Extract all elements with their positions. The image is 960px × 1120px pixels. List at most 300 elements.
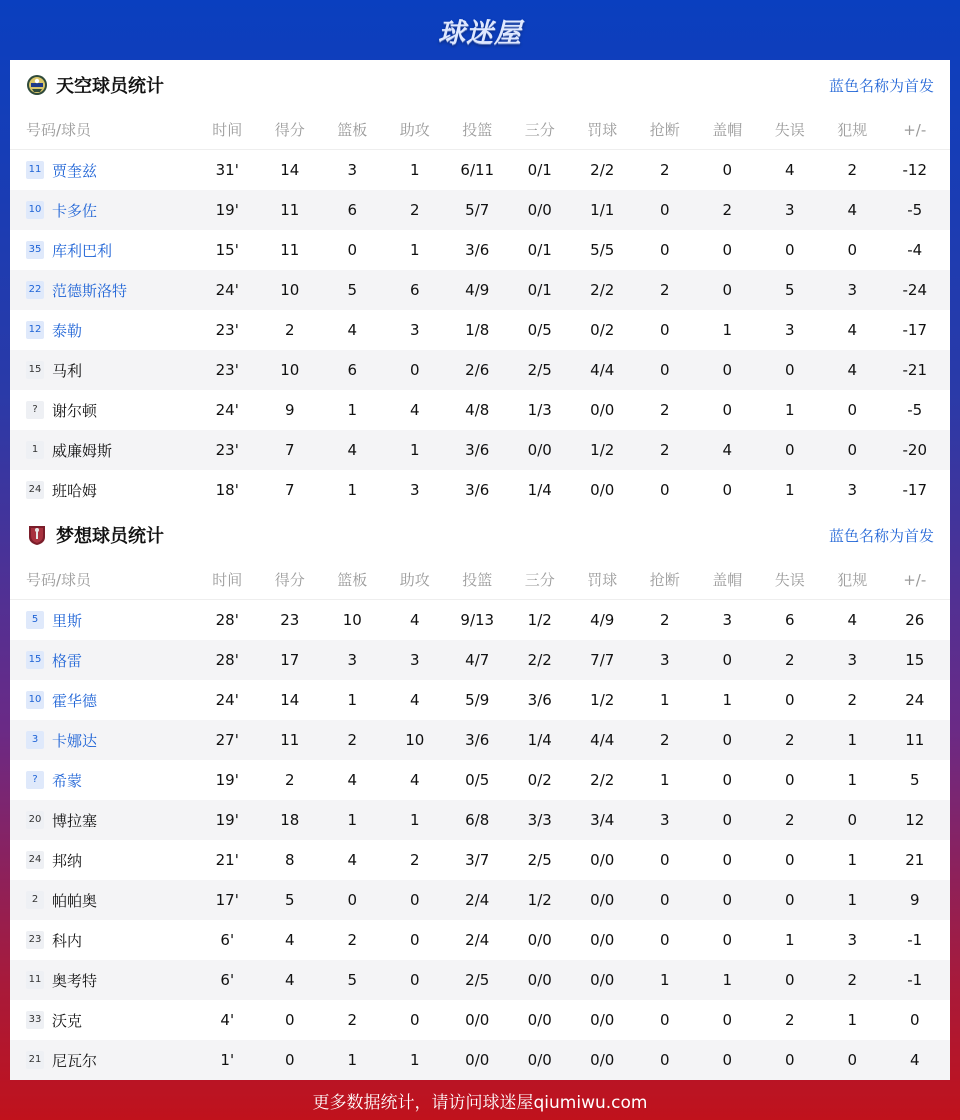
- stat-cell: 7: [284, 441, 295, 459]
- jersey-number-badge: 24: [26, 851, 44, 869]
- column-header: 罚球: [587, 121, 618, 139]
- team-section-header: [10, 510, 950, 560]
- stat-cell: 21: [905, 851, 925, 869]
- stat-cell: 2/6: [465, 361, 490, 379]
- stat-cell: 0/0: [527, 201, 552, 219]
- table-row: [10, 840, 950, 880]
- stat-cell: 4: [284, 971, 295, 989]
- stat-cell: 2/5: [527, 851, 552, 869]
- stat-cell: 3/6: [465, 481, 490, 499]
- stat-cell: 1: [347, 1051, 358, 1069]
- table-row: [10, 150, 950, 190]
- stat-cell: 0: [659, 1011, 670, 1029]
- stat-cell: 12: [905, 811, 925, 829]
- stat-cell: 0: [784, 971, 795, 989]
- footer-link-text[interactable]: 更多数据统计，请访问球迷屋qiumiwu.com: [312, 1092, 648, 1113]
- player-name-link[interactable]: 尼瓦尔: [52, 1051, 98, 1070]
- stat-cell: 14: [280, 161, 300, 179]
- stat-cell: 1/4: [527, 731, 552, 749]
- player-name-link[interactable]: 希蒙: [52, 771, 83, 790]
- stat-cell: 6: [784, 611, 795, 629]
- stat-cell: -20: [902, 441, 927, 459]
- jersey-number-badge: 35: [26, 241, 44, 259]
- stat-cell: 0: [847, 441, 858, 459]
- stat-cell: 5: [347, 281, 358, 299]
- stat-cell: 2: [409, 851, 420, 869]
- stat-cell: 0/0: [527, 931, 552, 949]
- stat-cell: 1/2: [527, 891, 552, 909]
- stat-cell: 0: [722, 771, 733, 789]
- stat-cell: 1: [347, 481, 358, 499]
- player-cell: [26, 970, 196, 991]
- stat-cell: -5: [907, 201, 923, 219]
- player-name-link[interactable]: 沃克: [52, 1011, 83, 1030]
- jersey-number-badge: 5: [26, 611, 44, 629]
- stat-cell: 6: [347, 201, 358, 219]
- stat-cell: 10: [342, 611, 362, 629]
- stat-cell: 6: [347, 361, 358, 379]
- stat-cell: 1: [409, 441, 420, 459]
- sky-team-logo-icon: [26, 74, 48, 96]
- stat-cell: 3/6: [465, 731, 490, 749]
- stat-cell: 2/2: [590, 771, 615, 789]
- player-name-link[interactable]: 库利巴利: [52, 241, 113, 260]
- stat-cell: 2: [659, 401, 670, 419]
- stat-cell: 4: [347, 851, 358, 869]
- dream-team-logo-icon: [26, 524, 48, 546]
- stat-cell: 2: [847, 971, 858, 989]
- player-name-link[interactable]: 霍华德: [52, 691, 98, 710]
- stat-cell: 18': [215, 481, 239, 499]
- stat-cell: 2/4: [465, 931, 490, 949]
- stat-cell: 24': [215, 691, 239, 709]
- stat-cell: 0: [722, 931, 733, 949]
- stat-cell: 11: [905, 731, 925, 749]
- stat-cell: 1: [847, 731, 858, 749]
- stat-cell: 23': [215, 441, 239, 459]
- jersey-number-badge: 22: [26, 281, 44, 299]
- stat-cell: 11: [280, 731, 300, 749]
- jersey-number-badge: 33: [26, 1011, 44, 1029]
- stat-cell: 1: [409, 811, 420, 829]
- stat-cell: -24: [902, 281, 927, 299]
- stat-cell: 4: [284, 931, 295, 949]
- player-name-link[interactable]: 贾奎兹: [52, 161, 98, 180]
- stat-cell: 0: [722, 851, 733, 869]
- player-name-link[interactable]: 泰勒: [52, 321, 83, 340]
- stat-cell: 4/8: [465, 401, 490, 419]
- stat-cell: 0/0: [590, 1051, 615, 1069]
- stat-cell: 23: [280, 611, 300, 629]
- stat-cell: 28': [215, 651, 239, 669]
- team-player-list: [10, 600, 950, 1080]
- stat-cell: 4: [347, 771, 358, 789]
- player-cell: [26, 930, 196, 951]
- column-header: 犯规: [837, 121, 868, 139]
- stat-cell: 3: [784, 321, 795, 339]
- stat-cell: 4/9: [465, 281, 490, 299]
- jersey-number-badge: 15: [26, 651, 44, 669]
- stat-cell: 17': [215, 891, 239, 909]
- stat-cell: 3: [409, 651, 420, 669]
- table-header-row: [10, 560, 950, 600]
- stat-cell: 7: [284, 481, 295, 499]
- team-title: 梦想球员统计: [56, 526, 164, 547]
- stat-cell: 2: [409, 201, 420, 219]
- stat-cell: 9: [284, 401, 295, 419]
- column-header: 时间: [212, 571, 243, 589]
- stat-cell: 4': [220, 1011, 235, 1029]
- stat-cell: 3: [784, 201, 795, 219]
- stat-cell: 11: [280, 201, 300, 219]
- stat-cell: 2: [847, 161, 858, 179]
- stat-cell: 1: [847, 771, 858, 789]
- column-header: 投篮: [462, 571, 493, 589]
- table-row: [10, 760, 950, 800]
- stat-cell: 1: [722, 321, 733, 339]
- stat-cell: 0: [847, 811, 858, 829]
- table-row: [10, 310, 950, 350]
- team-section-header: [10, 60, 950, 110]
- stat-cell: -4: [907, 241, 923, 259]
- column-header: 盖帽: [712, 121, 743, 139]
- stat-cell: 0: [659, 891, 670, 909]
- table-row: [10, 270, 950, 310]
- stat-cell: 0/5: [465, 771, 490, 789]
- stat-cell: 0: [409, 1011, 420, 1029]
- player-cell: [26, 440, 196, 461]
- stat-cell: 3: [347, 651, 358, 669]
- stat-cell: 1: [409, 161, 420, 179]
- player-name-link[interactable]: 帕帕奥: [52, 891, 98, 910]
- column-header: 失误: [774, 571, 805, 589]
- stat-cell: 0: [722, 401, 733, 419]
- stat-cell: 9: [909, 891, 920, 909]
- stat-cell: 4: [409, 691, 420, 709]
- stat-cell: 19': [215, 771, 239, 789]
- stat-cell: 0: [659, 931, 670, 949]
- player-cell: [26, 1050, 196, 1071]
- player-cell: [26, 730, 196, 751]
- stat-cell: -17: [902, 321, 927, 339]
- column-header: 犯规: [837, 571, 868, 589]
- stat-cell: 0: [347, 891, 358, 909]
- stat-cell: 28': [215, 611, 239, 629]
- stat-cell: 1: [347, 401, 358, 419]
- stat-cell: 11: [280, 241, 300, 259]
- player-cell: [26, 280, 196, 301]
- stat-cell: -21: [902, 361, 927, 379]
- stat-cell: 1: [409, 1051, 420, 1069]
- stat-cell: 5/9: [465, 691, 490, 709]
- stat-cell: 0/0: [527, 971, 552, 989]
- stat-cell: 1: [347, 811, 358, 829]
- stat-cell: 2: [347, 1011, 358, 1029]
- stat-cell: 0: [784, 891, 795, 909]
- stat-cell: 2/2: [527, 651, 552, 669]
- stat-cell: 1: [659, 771, 670, 789]
- stat-cell: 2/4: [465, 891, 490, 909]
- stat-cell: 0/0: [527, 1051, 552, 1069]
- column-header: 得分: [274, 121, 305, 139]
- stat-cell: 4/7: [465, 651, 490, 669]
- stat-cell: 0: [722, 891, 733, 909]
- player-name-link[interactable]: 邦纳: [52, 851, 83, 870]
- stat-cell: 0: [722, 361, 733, 379]
- stat-cell: 19': [215, 811, 239, 829]
- stat-cell: 4: [722, 441, 733, 459]
- stat-cell: 6/11: [460, 161, 495, 179]
- stat-cell: 17: [280, 651, 300, 669]
- stat-cell: 0: [659, 851, 670, 869]
- stat-cell: 6/8: [465, 811, 490, 829]
- stat-cell: 0/1: [527, 281, 552, 299]
- stat-cell: 2: [784, 1011, 795, 1029]
- stat-cell: 7/7: [590, 651, 615, 669]
- player-name-link[interactable]: 奥考特: [52, 971, 98, 990]
- stat-cell: 2: [659, 441, 670, 459]
- stat-cell: 0: [784, 851, 795, 869]
- jersey-number-badge: 11: [26, 971, 44, 989]
- player-name-link[interactable]: 里斯: [52, 611, 83, 630]
- stat-cell: 4: [847, 321, 858, 339]
- stat-cell: -5: [907, 401, 923, 419]
- stat-cell: 10: [280, 281, 300, 299]
- stat-cell: 14: [280, 691, 300, 709]
- player-name-link[interactable]: 威廉姆斯: [52, 441, 113, 460]
- table-row: [10, 190, 950, 230]
- player-name-link[interactable]: 卡多佐: [52, 201, 98, 220]
- stat-cell: 24': [215, 281, 239, 299]
- stat-cell: 1/2: [590, 441, 615, 459]
- site-logo[interactable]: 球迷屋: [438, 17, 522, 49]
- column-header: 失误: [774, 121, 805, 139]
- stat-cell: 0: [409, 361, 420, 379]
- team-player-list: [10, 150, 950, 510]
- table-row: [10, 920, 950, 960]
- column-header: +/-: [903, 120, 927, 139]
- stat-cell: 2: [847, 691, 858, 709]
- stat-cell: 1: [847, 1011, 858, 1029]
- stat-cell: 0: [659, 201, 670, 219]
- stat-cell: 0: [722, 281, 733, 299]
- stat-cell: 0/1: [527, 241, 552, 259]
- stat-cell: 1/1: [590, 201, 615, 219]
- player-name-link[interactable]: 范德斯洛特: [52, 281, 128, 300]
- stat-cell: 0/0: [527, 1011, 552, 1029]
- stat-cell: 3/6: [465, 441, 490, 459]
- player-cell: [26, 890, 196, 911]
- stat-cell: 0: [784, 771, 795, 789]
- stat-cell: 4: [409, 401, 420, 419]
- table-row: [10, 640, 950, 680]
- jersey-number-badge: ?: [26, 401, 44, 419]
- column-header: 罚球: [587, 571, 618, 589]
- stat-cell: 0: [722, 731, 733, 749]
- stat-cell: 1: [347, 691, 358, 709]
- stat-cell: 3: [722, 611, 733, 629]
- column-header: 抢断: [649, 121, 680, 139]
- stat-cell: 4/4: [590, 731, 615, 749]
- player-name-link[interactable]: 博拉塞: [52, 811, 98, 830]
- stat-cell: 3/3: [527, 811, 552, 829]
- stat-cell: 1: [784, 401, 795, 419]
- player-cell: [26, 1010, 196, 1031]
- stat-cell: 0/0: [590, 401, 615, 419]
- stat-cell: 3/6: [527, 691, 552, 709]
- stat-cell: 0/0: [590, 931, 615, 949]
- stat-cell: 21': [215, 851, 239, 869]
- stat-cell: 4/4: [590, 361, 615, 379]
- stat-cell: 4: [409, 771, 420, 789]
- stat-cell: 0: [784, 241, 795, 259]
- stat-cell: 4: [847, 361, 858, 379]
- stat-cell: 1/3: [527, 401, 552, 419]
- stat-cell: 10: [405, 731, 425, 749]
- stat-cell: 9/13: [460, 611, 495, 629]
- stat-cell: 4: [847, 201, 858, 219]
- team-title: 天空球员统计: [56, 76, 164, 97]
- table-header-row: [10, 110, 950, 150]
- player-cell: [26, 320, 196, 341]
- column-header: 三分: [524, 571, 555, 589]
- stat-cell: 1/8: [465, 321, 490, 339]
- stat-cell: 3: [659, 651, 670, 669]
- player-name-link[interactable]: 格雷: [52, 651, 83, 670]
- player-name-link[interactable]: 科内: [52, 931, 83, 950]
- stat-cell: 0: [409, 931, 420, 949]
- player-name-link[interactable]: 谢尔顿: [52, 401, 98, 420]
- stat-cell: 2/5: [465, 971, 490, 989]
- jersey-number-badge: 10: [26, 691, 44, 709]
- stat-cell: 3: [409, 321, 420, 339]
- starter-legend: 蓝色名称为首发: [828, 526, 934, 545]
- column-header: 篮板: [337, 121, 368, 139]
- jersey-number-badge: 3: [26, 731, 44, 749]
- stat-cell: 31': [215, 161, 239, 179]
- stat-cell: 3: [347, 161, 358, 179]
- table-row: [10, 230, 950, 270]
- stat-cell: 0: [722, 241, 733, 259]
- stat-cell: 2: [722, 201, 733, 219]
- player-cell: [26, 770, 196, 791]
- stat-cell: 2/5: [527, 361, 552, 379]
- stat-cell: 24: [905, 691, 925, 709]
- stat-cell: 3: [847, 651, 858, 669]
- stat-cell: 3/6: [465, 241, 490, 259]
- jersey-number-badge: 12: [26, 321, 44, 339]
- stat-cell: 3: [847, 281, 858, 299]
- stat-cell: 2: [659, 161, 670, 179]
- stat-cell: 1: [722, 971, 733, 989]
- jersey-number-badge: 2: [26, 891, 44, 909]
- stat-cell: 24': [215, 401, 239, 419]
- stat-cell: 0/0: [590, 1011, 615, 1029]
- stat-cell: 0/0: [465, 1011, 490, 1029]
- player-cell: [26, 400, 196, 421]
- jersey-number-badge: 10: [26, 201, 44, 219]
- table-row: [10, 1040, 950, 1080]
- stat-cell: 4: [909, 1051, 920, 1069]
- stat-cell: 0/1: [527, 161, 552, 179]
- stat-cell: 1': [220, 1051, 235, 1069]
- player-name-link[interactable]: 马利: [52, 361, 83, 380]
- stat-cell: 0: [722, 481, 733, 499]
- stat-cell: 4: [847, 611, 858, 629]
- stat-cell: 0: [284, 1011, 295, 1029]
- stat-cell: 4: [347, 321, 358, 339]
- stat-cell: 0: [909, 1011, 920, 1029]
- table-row: [10, 800, 950, 840]
- table-row: [10, 1000, 950, 1040]
- stat-cell: 2/2: [590, 161, 615, 179]
- player-name-link[interactable]: 卡娜达: [52, 731, 98, 750]
- jersey-number-badge: 20: [26, 811, 44, 829]
- column-header: 抢断: [649, 571, 680, 589]
- stat-cell: 0/0: [590, 851, 615, 869]
- stat-cell: 2: [284, 771, 295, 789]
- stat-cell: 3: [847, 481, 858, 499]
- stat-cell: 10: [280, 361, 300, 379]
- table-row: [10, 960, 950, 1000]
- stat-cell: 0: [784, 691, 795, 709]
- column-header: +/-: [903, 570, 927, 589]
- column-header: 得分: [274, 571, 305, 589]
- stat-cell: 3/7: [465, 851, 490, 869]
- stat-cell: 6': [220, 971, 235, 989]
- table-row: [10, 720, 950, 760]
- stat-cell: 2: [784, 731, 795, 749]
- stat-cell: 15': [215, 241, 239, 259]
- stat-cell: 6: [409, 281, 420, 299]
- player-name-link[interactable]: 班哈姆: [52, 481, 98, 500]
- stat-cell: 4: [409, 611, 420, 629]
- column-header: 投篮: [462, 121, 493, 139]
- stat-cell: 0: [722, 1011, 733, 1029]
- stat-cell: 1: [722, 691, 733, 709]
- stat-cell: 0: [659, 481, 670, 499]
- stat-cell: 1/2: [590, 691, 615, 709]
- stat-cell: 0: [347, 241, 358, 259]
- jersey-number-badge: 11: [26, 161, 44, 179]
- stat-cell: 0/2: [590, 321, 615, 339]
- stat-cell: 3: [847, 931, 858, 949]
- stat-cell: 5/7: [465, 201, 490, 219]
- stat-cell: 27': [215, 731, 239, 749]
- stat-cell: 23': [215, 361, 239, 379]
- starter-legend: 蓝色名称为首发: [828, 76, 934, 95]
- stat-cell: 0: [409, 971, 420, 989]
- column-header: 助攻: [399, 571, 430, 589]
- jersey-number-badge: 15: [26, 361, 44, 379]
- stat-cell: 4/9: [590, 611, 615, 629]
- table-row: [10, 680, 950, 720]
- stat-cell: 0: [659, 1051, 670, 1069]
- stat-cell: 0: [284, 1051, 295, 1069]
- stat-cell: 0: [659, 321, 670, 339]
- stat-cell: 0/0: [465, 1051, 490, 1069]
- stat-cell: 2: [347, 731, 358, 749]
- column-header: 号码/球员: [26, 121, 92, 139]
- stat-cell: 0: [722, 651, 733, 669]
- stat-cell: 0: [784, 361, 795, 379]
- stat-cell: 0: [847, 1051, 858, 1069]
- stat-cell: 2/2: [590, 281, 615, 299]
- stat-cell: 0: [784, 441, 795, 459]
- stat-cell: 4: [347, 441, 358, 459]
- stat-cell: 2: [659, 611, 670, 629]
- stat-cell: 3: [659, 811, 670, 829]
